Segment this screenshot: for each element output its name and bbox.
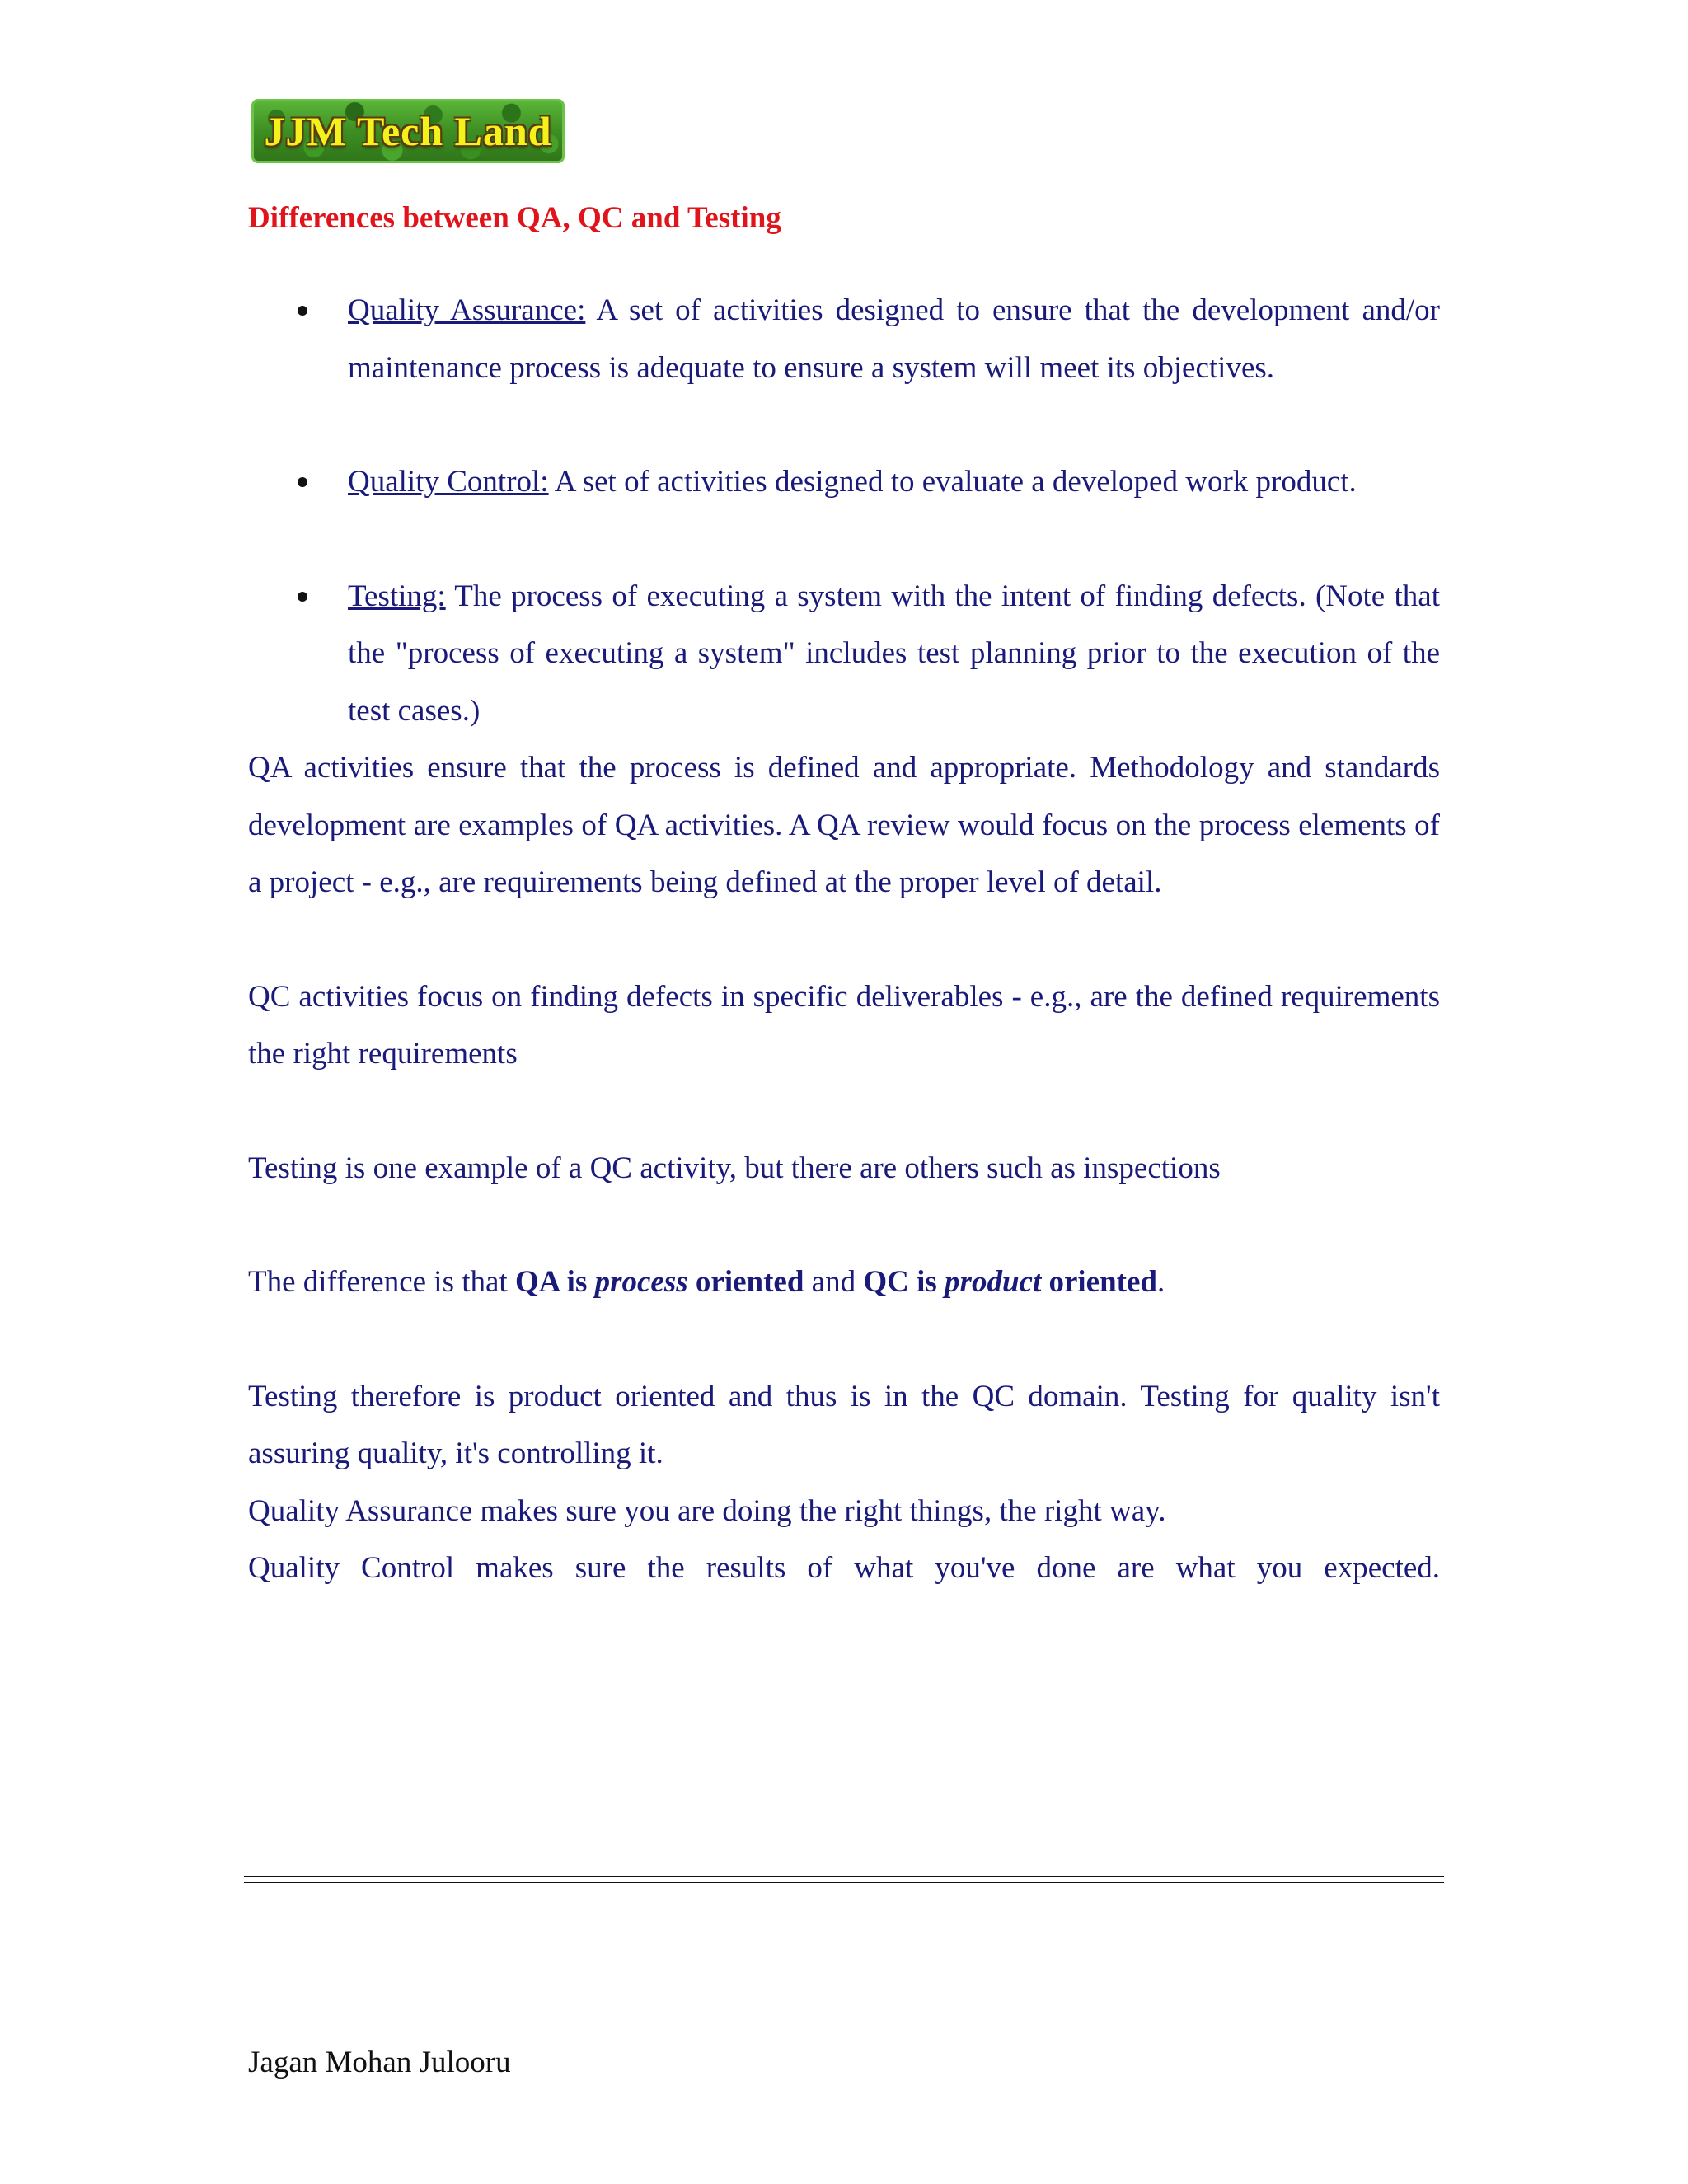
- difference-and: and: [804, 1265, 864, 1299]
- bullet-icon: [298, 477, 307, 487]
- jjm-tech-land-logo: [251, 99, 565, 163]
- term-quality-assurance: Quality Assurance:: [348, 293, 586, 327]
- definition-quality-assurance: A set of activities designed to ensure that the development and/or maintenance process is adequate to ensure a system will meet its objectives.: [348, 293, 1440, 385]
- list-item-testing: [248, 568, 1440, 740]
- list-item-quality-control: [248, 453, 1440, 511]
- paragraph-qc-makes-sure: Quality Control makes sure the results of what you've done are what you expected.: [248, 1551, 1440, 1585]
- footer-divider: [244, 1876, 1444, 1883]
- paragraph-testing-therefore: Testing therefore is product oriented and thus is in the QC domain. Testing for quality isn't assuring quality, it's controlling it.: [248, 1379, 1440, 1470]
- difference-product: product: [945, 1265, 1042, 1299]
- document-content: [248, 196, 1440, 1597]
- term-quality-control: Quality Control:: [348, 465, 549, 499]
- paragraph-testing-example: Testing is one example of a QC activity, but there are others such as inspections: [248, 1151, 1221, 1185]
- difference-intro: The difference is that: [248, 1265, 515, 1299]
- definitions-list: [248, 282, 1440, 739]
- bullet-icon: [298, 592, 307, 602]
- paragraph-qa-makes-sure: Quality Assurance makes sure you are doing the right things, the right way.: [248, 1493, 1166, 1528]
- difference-oriented-2: oriented: [1041, 1265, 1158, 1299]
- paragraph-difference: [248, 1254, 1440, 1311]
- difference-oriented-1: oriented: [687, 1265, 804, 1299]
- spacer: [248, 1197, 1440, 1254]
- spacer: [248, 1311, 1440, 1368]
- footer-author: Jagan Mohan Julooru: [248, 2046, 511, 2079]
- difference-qa-is: QA is: [514, 1265, 595, 1299]
- difference-end: .: [1157, 1265, 1165, 1299]
- logo-text: JJM Tech Land: [264, 108, 552, 154]
- difference-process: process: [594, 1265, 688, 1299]
- spacer: [248, 912, 1440, 968]
- bullet-icon: [298, 306, 307, 316]
- paragraph-qa-activities: QA activities ensure that the process is defined and appropriate. Methodology and standards development are examples of QA activities. A QA review would focus on the process elements of a project - e.g., are requirements being defined at the proper level of detail.: [248, 751, 1440, 899]
- spacer: [248, 1083, 1440, 1140]
- paragraph-qc-activities: QC activities focus on finding defects in specific deliverables - e.g., are the defined requirements the right requirements: [248, 979, 1440, 1071]
- definition-quality-control: A set of activities designed to evaluate a developed work product.: [548, 465, 1357, 499]
- list-item-quality-assurance: [248, 282, 1440, 396]
- term-testing: Testing:: [348, 579, 446, 613]
- page-title: Differences between QA, QC and Testing: [248, 201, 781, 235]
- difference-qc-is: QC is: [863, 1265, 945, 1299]
- definition-testing: The process of executing a system with the intent of finding defects. (Note that the "process of executing a system" includes test planning prior to the execution of the test cases.): [348, 579, 1440, 728]
